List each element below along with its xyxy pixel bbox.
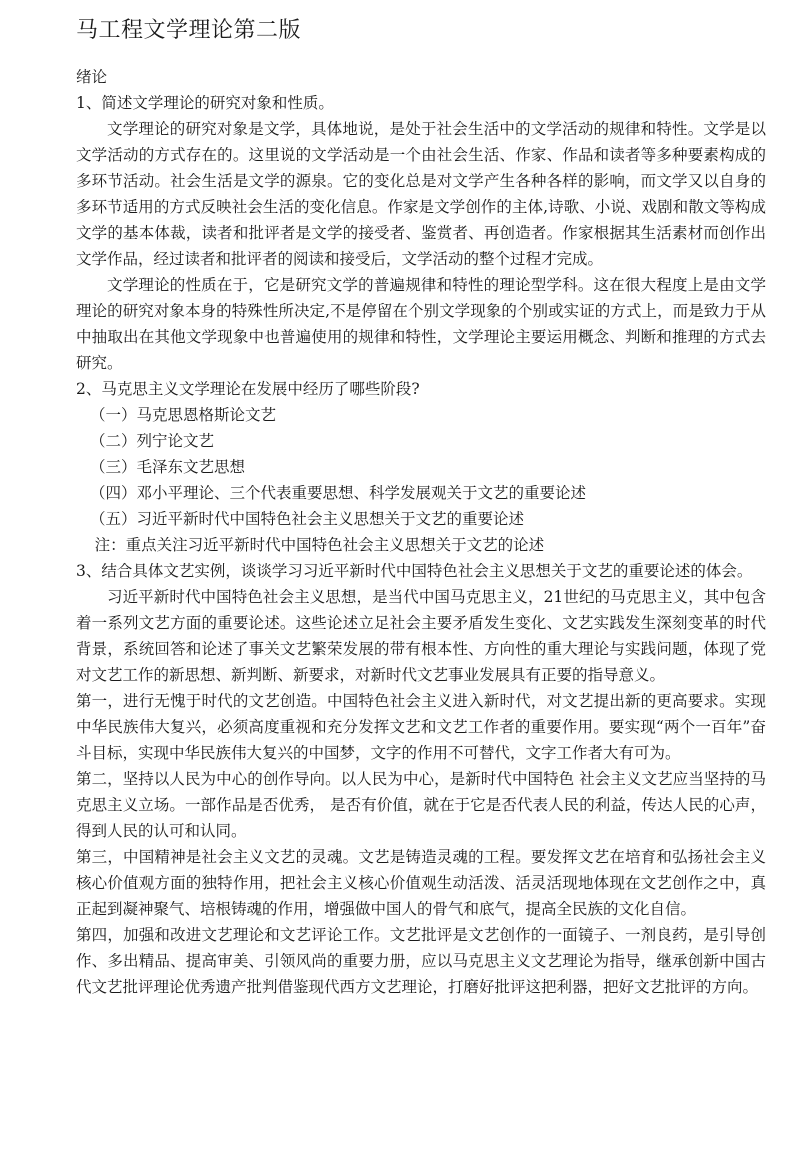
answer-3-intro: 习近平新时代中国特色社会主义思想，是当代中国马克思主义，21世纪的马克思主义，其中包含着一系列文艺方面的重要论述。这些论述立足社会主要矛盾发生变化、文艺实践发生深刻变革的时代背景，系统回答和论述了事关文艺繁荣发展的带有根本性、方向性的重大理论与实践问题，体现了党对文艺工作的新思想、新判断、新要求，对新时代文艺事业发展具有正要的指导意义。 <box>76 588 766 684</box>
stage-item: （三）毛泽东文艺思想 <box>89 458 245 476</box>
answer-1-paragraph: 文学理论的性质在于，它是研究文学的普遍规律和特性的理论型学科。这在很大程度上是由文学理论的研究对象本身的特殊性所决定,不是停留在个别文学现象的个别或实证的方式上，而是致力于从中抽取出在其他文学现象中也普遍使用的规律和特性，文学理论主要运用概念、判断和推理的方式去研究。 <box>76 276 766 372</box>
note: 注：重点关注习近平新时代中国特色社会主义思想关于文艺的论述 <box>94 536 545 554</box>
question-2: 2、马克思主义文学理论在发展中经历了哪些阶段? <box>76 380 420 398</box>
question-1: 1、简述文学理论的研究对象和性质。 <box>76 94 334 112</box>
answer-3-point: 第二，坚持以人民为中心的创作导向。以人民为中心，是新时代中国特色 社会主义文艺应当坚持的马克思主义立场。一部作品是否优秀， 是否有价值，就在于它是否代表人民的利益，传达人民的心声，得到人民的认可和认同。 <box>76 770 766 840</box>
answer-3-point: 第四，加强和改进文艺理论和文艺评论工作。文艺批评是文艺创作的一面镜子、一剂良药，是引导创作、多出精品、提高审美、引领风尚的重要力册，应以马克思主义文艺理论为指导，继承创新中国古代文艺批评理论优秀遗产批判借鉴现代西方文艺理论，打磨好批评这把利器，把好文艺批评的方向。 <box>76 926 766 996</box>
answer-3-point: 第三，中国精神是社会主义文艺的灵魂。文艺是铸造灵魂的工程。要发挥文艺在培育和弘扬社会主义核心价值观方面的独特作用，把社会主义核心价值观生动活泼、活灵活现地体现在文艺创作之中，真正起到凝神聚气、培根铸魂的作用，增强做中国人的骨气和底气，提高全民族的文化自信。 <box>76 848 766 918</box>
answer-1-paragraph: 文学理论的研究对象是文学，具体地说，是处于社会生活中的文学活动的规律和特性。文学是以文学活动的方式存在的。这里说的文学活动是一个由社会生活、作家、作品和读者等多种要素构成的多环节活动。社会生活是文学的源泉。它的变化总是对文学产生各种各样的影响，而文学又以自身的多环节适用的方式反映社会生活的变化信息。作家是文学创作的主体,诗歌、小说、戏剧和散文等构成文学的基本体裁，读者和批评者是文学的接受者、鉴赏者、再创造者。作家根据其生活素材而创作出文学作品，经过读者和批评者的阅读和接受后，文学活动的整个过程才完成。 <box>76 120 766 268</box>
stage-item: （四）邓小平理论、三个代表重要思想、科学发展观关于文艺的重要论述 <box>89 484 586 502</box>
question-3: 3、结合具体文艺实例，谈谈学习习近平新时代中国特色社会主义思想关于文艺的重要论述的体会。 <box>76 562 753 580</box>
stage-item: （一）马克思恩格斯论文艺 <box>89 406 276 424</box>
document-page <box>76 14 766 1000</box>
section-heading: 绪论 <box>76 68 108 86</box>
document-title: 马工程文学理论第二版 <box>76 18 302 43</box>
stage-item: （二）列宁论文艺 <box>89 432 214 450</box>
stage-item: （五）习近平新时代中国特色社会主义思想关于文艺的重要论述 <box>89 510 524 528</box>
answer-3-point: 第一，进行无愧于时代的文艺创造。中国特色社会主义进入新时代，对文艺提出新的更高要求。实现中华民族伟大复兴，必须高度重视和充分发挥文艺和文艺工作者的重要作用。要实现“两个一百年”奋斗目标，实现中华民族伟大复兴的中国梦，文字的作用不可替代，文字工作者大有可为。 <box>76 692 766 762</box>
